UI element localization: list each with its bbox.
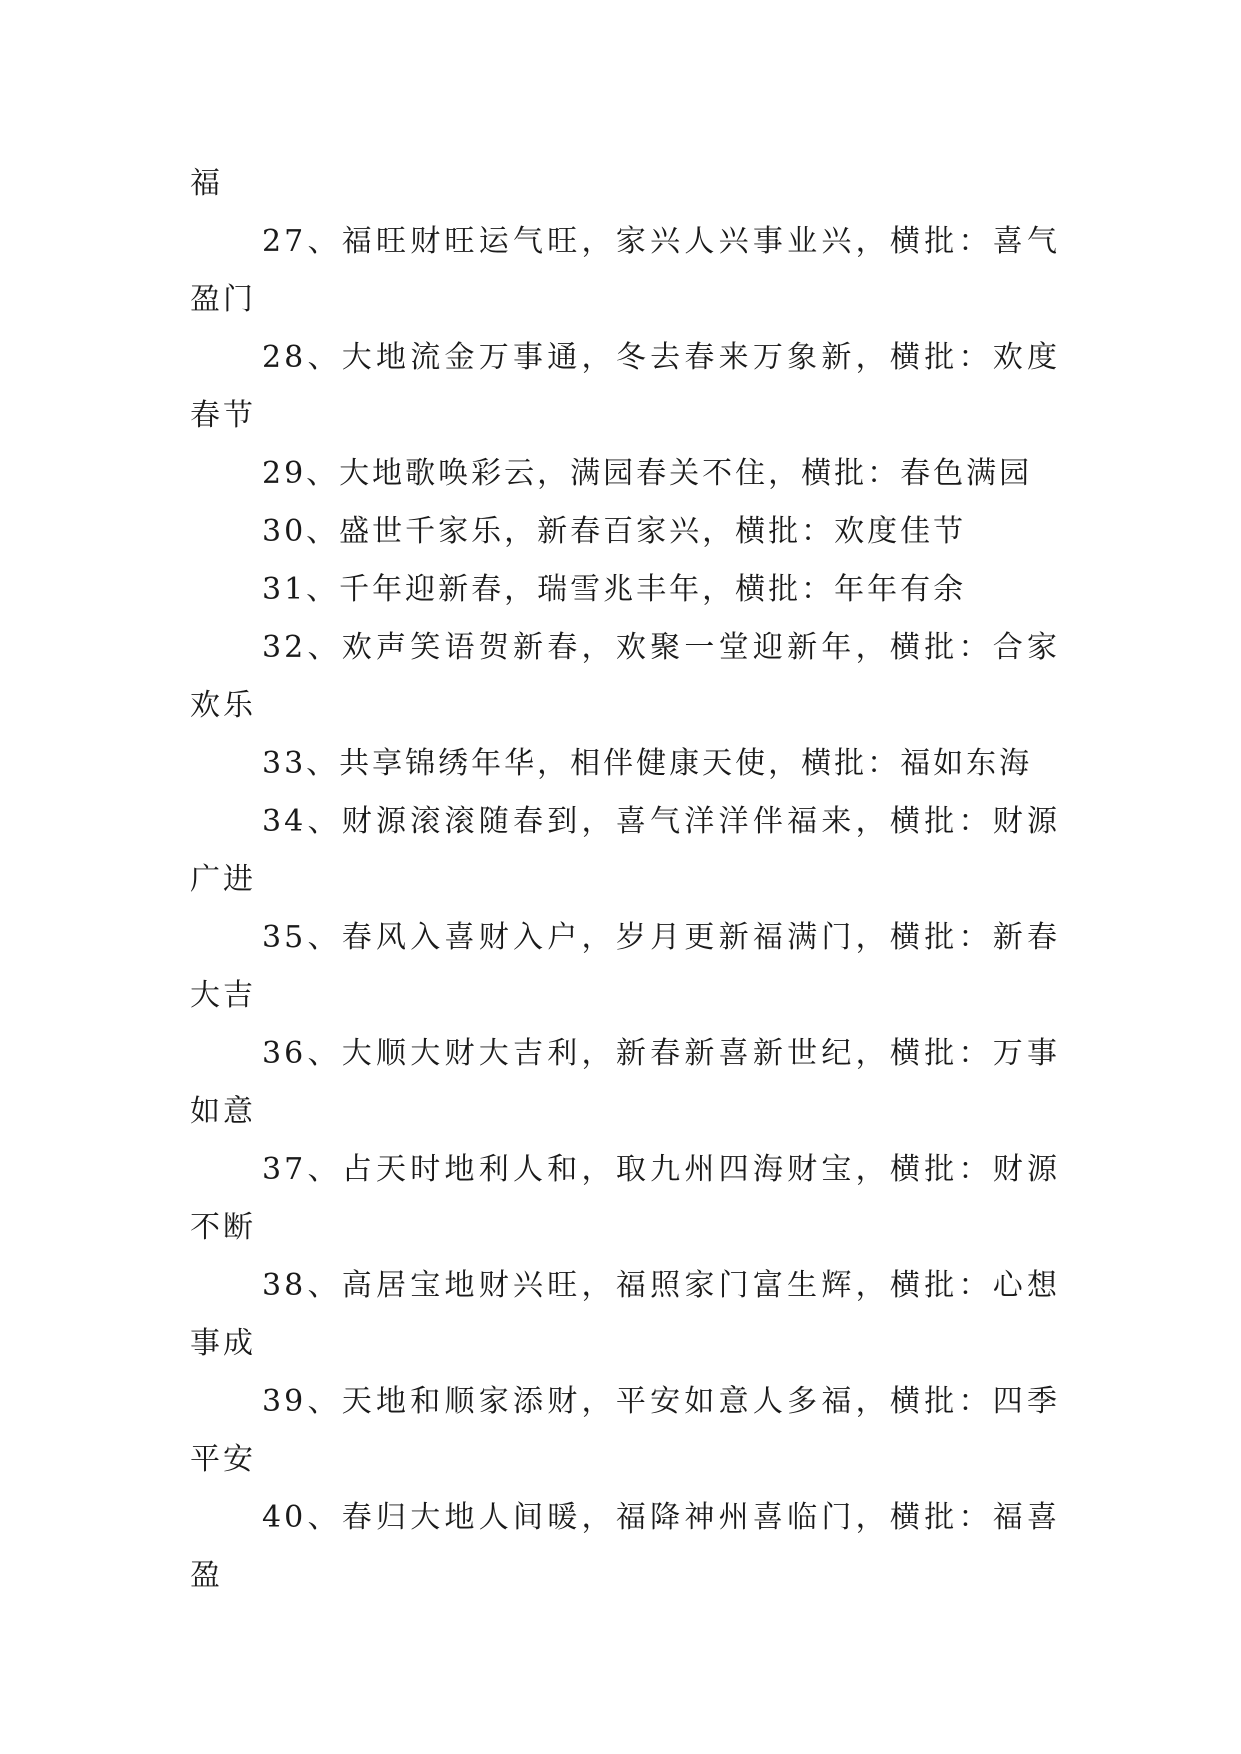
couplet-32: 32、欢声笑语贺新春，欢聚一堂迎新年，横批：合家欢乐 bbox=[190, 630, 1060, 723]
couplet-30: 30、盛世千家乐，新春百家兴，横批：欢度佳节 bbox=[262, 514, 967, 549]
couplet-38: 38、高居宝地财兴旺，福照家门富生辉，横批：心想事成 bbox=[190, 1268, 1060, 1361]
document-body bbox=[190, 155, 1060, 1605]
couplet-33: 33、共享锦绣年华，相伴健康天使，横批：福如东海 bbox=[262, 746, 1033, 781]
couplet-37: 37、占天时地利人和，取九州四海财宝，横批：财源不断 bbox=[190, 1152, 1060, 1245]
couplet-35: 35、春风入喜财入户，岁月更新福满门，横批：新春大吉 bbox=[190, 920, 1060, 1013]
couplet-40: 40、春归大地人间暖，福降神州喜临门，横批：福喜盈 bbox=[190, 1500, 1060, 1593]
couplet-28: 28、大地流金万事通，冬去春来万象新，横批：欢度春节 bbox=[190, 340, 1060, 433]
couplet-39: 39、天地和顺家添财，平安如意人多福，横批：四季平安 bbox=[190, 1384, 1060, 1477]
couplet-36: 36、大顺大财大吉利，新春新喜新世纪，横批：万事如意 bbox=[190, 1036, 1060, 1129]
couplet-29: 29、大地歌唤彩云，满园春关不住，横批：春色满园 bbox=[262, 456, 1033, 491]
couplet-31: 31、千年迎新春，瑞雪兆丰年，横批：年年有余 bbox=[262, 572, 967, 607]
couplet-34: 34、财源滚滚随春到，喜气洋洋伴福来，横批：财源广进 bbox=[190, 804, 1060, 897]
paragraph-fragment: 福 bbox=[190, 166, 223, 201]
couplet-27: 27、福旺财旺运气旺，家兴人兴事业兴，横批：喜气盈门 bbox=[190, 224, 1060, 317]
